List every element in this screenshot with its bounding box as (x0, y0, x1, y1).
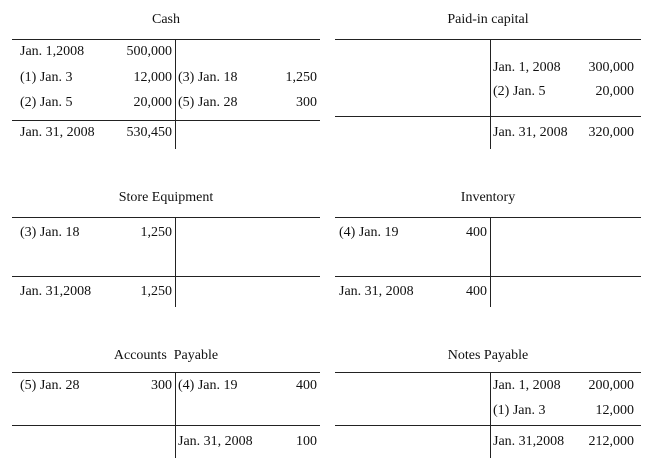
center-divider (490, 217, 491, 307)
debit-entry-amount: 1,250 (140, 225, 172, 240)
debit-entry-label: (2) Jan. 5 (20, 95, 73, 110)
balance-label: Jan. 31, 2008 (20, 125, 95, 140)
balance-amount: 400 (466, 284, 487, 299)
debit-entry-amount: 12,000 (133, 70, 172, 85)
top-rule (12, 39, 320, 40)
credit-entry-amount: 300 (296, 95, 317, 110)
account-title: Cash (152, 12, 180, 27)
credit-entry-label: Jan. 1, 2008 (493, 378, 561, 393)
credit-entry-label: (4) Jan. 19 (178, 378, 238, 393)
credit-entry-label: (5) Jan. 28 (178, 95, 238, 110)
balance-amount: 530,450 (126, 125, 172, 140)
account-title: Paid-in capital (447, 12, 529, 27)
debit-entry-amount: 20,000 (133, 95, 172, 110)
credit-entry-amount: 1,250 (285, 70, 317, 85)
top-rule (335, 372, 641, 373)
credit-entry-amount: 20,000 (595, 84, 634, 99)
credit-entry-label: Jan. 1, 2008 (493, 60, 561, 75)
balance-label: Jan. 31, 2008 (339, 284, 414, 299)
balance-rule (12, 425, 320, 426)
account-title: Notes Payable (447, 348, 529, 363)
credit-entry-label: (1) Jan. 3 (493, 403, 546, 418)
balance-label: Jan. 31, 2008 (493, 125, 568, 140)
t-account-accounts-payable (12, 348, 320, 460)
account-title: Accounts Payable (113, 348, 219, 363)
debit-entry-amount: 300 (151, 378, 172, 393)
center-divider (175, 217, 176, 307)
debit-entry-amount: 400 (466, 225, 487, 240)
center-divider (175, 372, 176, 458)
credit-entry-amount: 300,000 (588, 60, 634, 75)
debit-entry-label: (4) Jan. 19 (339, 225, 399, 240)
credit-entry-label: (2) Jan. 5 (493, 84, 546, 99)
debit-entry-label: (1) Jan. 3 (20, 70, 73, 85)
t-account-inventory (335, 190, 641, 310)
credit-entry-label: (3) Jan. 18 (178, 70, 238, 85)
t-account-notes-payable (335, 348, 641, 460)
center-divider (490, 372, 491, 458)
balance-rule (335, 276, 641, 277)
account-title: Inventory (460, 190, 516, 205)
debit-entry-label: Jan. 1,2008 (20, 44, 85, 59)
center-divider (490, 39, 491, 149)
balance-rule (12, 120, 320, 121)
t-account-store-equipment (12, 190, 320, 310)
balance-amount: 320,000 (588, 125, 634, 140)
balance-amount: 212,000 (588, 434, 634, 449)
debit-entry-label: (5) Jan. 28 (20, 378, 80, 393)
credit-entry-amount: 400 (296, 378, 317, 393)
balance-amount: 100 (296, 434, 317, 449)
balance-label: Jan. 31,2008 (20, 284, 92, 299)
top-rule (12, 372, 320, 373)
t-account-paid-in-capital (335, 12, 641, 152)
balance-rule (335, 425, 641, 426)
balance-rule (12, 276, 320, 277)
center-divider (175, 39, 176, 149)
account-title: Store Equipment (118, 190, 214, 205)
balance-label: Jan. 31, 2008 (178, 434, 253, 449)
balance-label: Jan. 31,2008 (493, 434, 565, 449)
top-rule (335, 217, 641, 218)
balance-rule (335, 116, 641, 117)
top-rule (12, 217, 320, 218)
credit-entry-amount: 12,000 (595, 403, 634, 418)
t-account-cash (12, 12, 320, 152)
credit-entry-amount: 200,000 (588, 378, 634, 393)
balance-amount: 1,250 (140, 284, 172, 299)
debit-entry-amount: 500,000 (126, 44, 172, 59)
debit-entry-label: (3) Jan. 18 (20, 225, 80, 240)
top-rule (335, 39, 641, 40)
